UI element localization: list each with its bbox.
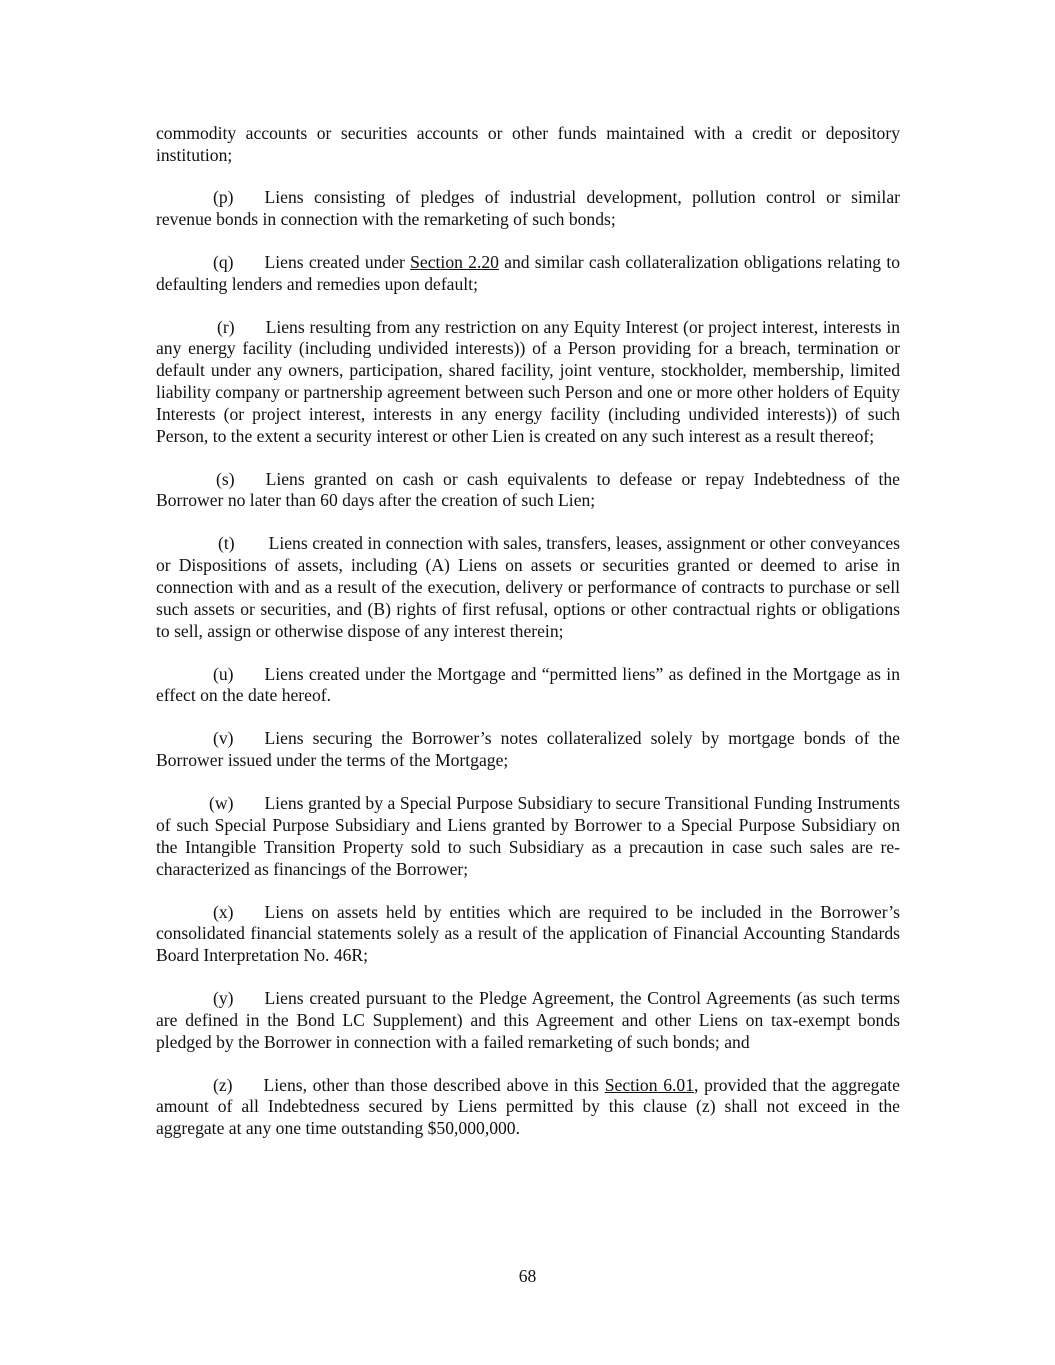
- clause-label: (q): [213, 251, 234, 272]
- clause-label: (w): [209, 793, 234, 814]
- page-number: 68: [518, 1266, 537, 1286]
- clause-text: Liens created under: [264, 251, 411, 272]
- clause-label: (t): [218, 533, 235, 554]
- document-page: [156, 123, 900, 1161]
- clause-label: (x): [213, 901, 234, 922]
- section-reference: Section 6.01: [604, 1074, 694, 1095]
- clause-q: [156, 252, 900, 296]
- clause-text: Liens securing the Borrower’s notes collateralized solely by mortgage bonds of the Borrower issued under the terms of the Mortgage;: [156, 728, 900, 771]
- clause-text: Liens, other than those described above in this: [263, 1074, 605, 1095]
- clause-v: [156, 728, 900, 772]
- clause-label: (y): [213, 988, 234, 1009]
- clause-text: Liens consisting of pledges of industrial development, pollution control or similar revenue bonds in connection with the remarketing of such bonds;: [156, 187, 900, 229]
- clause-p: [156, 187, 900, 231]
- clause-s: [156, 469, 900, 513]
- clause-text: Liens granted by a Special Purpose Subsidiary to secure Transitional Funding Instruments of such Special Purpose Subsidiary and Liens granted by Borrower to a Special Purpose Subsidiary on the Intangible Transition Property sold to such Subsidiary as a precaution in case such sales are re-characterized as financings of the Borrower;: [156, 793, 900, 879]
- section-reference: Section 2.20: [410, 251, 499, 272]
- clause-label: (u): [213, 663, 234, 684]
- clause-label: (p): [213, 187, 234, 208]
- clause-x: [156, 902, 900, 967]
- clause-label: (z): [213, 1074, 233, 1095]
- clause-label: (v): [213, 728, 234, 749]
- clause-r: [156, 317, 900, 448]
- clause-z: [156, 1075, 900, 1140]
- clause-text: and similar cash collateralization obligations relating to defaulting lenders and remedies upon default;: [156, 251, 901, 294]
- continuation-text: commodity accounts or securities accounts or other funds maintained with a credit or depository institution;: [156, 123, 900, 165]
- clause-label: (r): [217, 316, 235, 337]
- clause-label: (s): [216, 468, 235, 489]
- clause-text: Liens resulting from any restriction on any Equity Interest (or project interest, interests in any energy facility (including undivided interests)) of a Person providing for a breach, termination or default under any owners, participation, shared facility, joint venture, stockholder, membership, limited liability company or partnership agreement between such Person and one or more other holders of Equity Interests (or project interest, interests in any energy facility (including undivided interests)) of such Person, to the extent a security interest or other Lien is created on any such interest as a result thereof;: [156, 316, 900, 446]
- clause-text: Liens created under the Mortgage and “permitted liens” as defined in the Mortgage as in effect on the date hereof.: [156, 663, 900, 706]
- clause-w: [156, 793, 900, 880]
- clause-text: , provided that the aggregate amount of all Indebtedness secured by Liens permitted by this clause (z) shall not exceed in the aggregate at any one time outstanding $50,000,000.: [156, 1074, 900, 1139]
- clause-text: Liens on assets held by entities which are required to be included in the Borrower’s consolidated financial statements solely as a result of the application of Financial Accounting Standards Board Interpretation No. 46R;: [156, 901, 900, 966]
- clause-text: Liens created pursuant to the Pledge Agreement, the Control Agreements (as such terms are defined in the Bond LC Supplement) and this Agreement and other Liens on tax-exempt bonds pledged by the Borrower in connection with a failed remarketing of such bonds; and: [156, 988, 900, 1052]
- clause-text: Liens created in connection with sales, transfers, leases, assignment or other conveyances or Dispositions of assets, including (A) Liens on assets or securities granted or deemed to arise in connection with and as a result of the execution, delivery or performance of contracts to purchase or sell such assets or securities, and (B) rights of first refusal, options or other contractual rights or obligations to sell, assign or otherwise dispose of any interest therein;: [156, 533, 900, 641]
- clause-u: [156, 664, 900, 708]
- clause-t: [156, 533, 900, 642]
- continuation-paragraph: [156, 123, 900, 167]
- clause-y: [156, 988, 900, 1053]
- clause-text: Liens granted on cash or cash equivalents to defease or repay Indebtedness of the Borrower no later than 60 days after the creation of such Lien;: [156, 468, 900, 511]
